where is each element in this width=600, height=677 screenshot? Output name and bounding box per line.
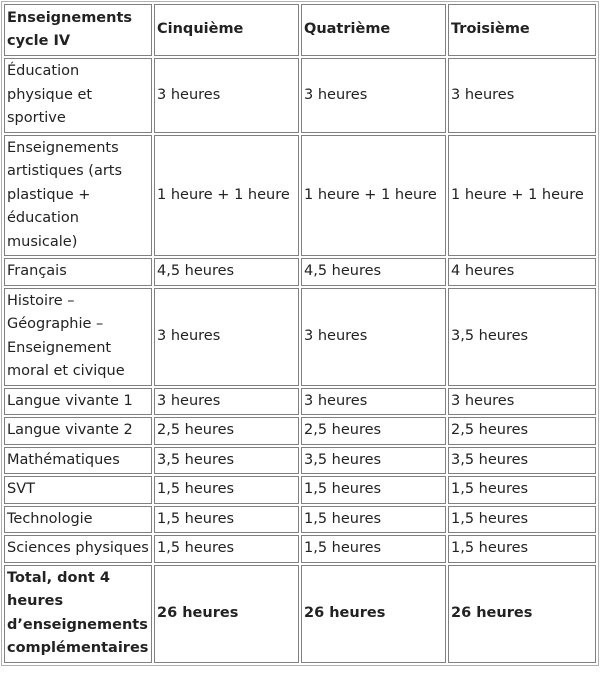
table-row — [4, 135, 596, 257]
subject-cell: Langue vivante 1 — [4, 388, 152, 416]
total-row — [4, 565, 596, 663]
table-row — [4, 417, 596, 445]
hours-cell: 1 heure + 1 heure — [448, 135, 596, 257]
subject-cell: Technologie — [4, 506, 152, 534]
hours-cell: 3 heures — [154, 288, 299, 386]
hours-cell: 1,5 heures — [154, 506, 299, 534]
table-row — [4, 535, 596, 563]
hours-cell: 1 heure + 1 heure — [154, 135, 299, 257]
hours-cell: 3 heures — [301, 388, 446, 416]
header-cell: Enseignements cycle IV — [4, 4, 152, 56]
hours-cell: 3,5 heures — [448, 288, 596, 386]
hours-cell: 1,5 heures — [448, 476, 596, 504]
subject-cell: Histoire – Géographie – Enseignement moral et civique — [4, 288, 152, 386]
hours-cell: 2,5 heures — [448, 417, 596, 445]
total-hours-cell: 26 heures — [154, 565, 299, 663]
total-hours-cell: 26 heures — [448, 565, 596, 663]
table-row — [4, 388, 596, 416]
table-row — [4, 506, 596, 534]
subject-cell: Enseignements artistiques (arts plastique + éducation musicale) — [4, 135, 152, 257]
hours-cell: 4,5 heures — [154, 258, 299, 286]
subject-cell: Sciences physiques — [4, 535, 152, 563]
hours-cell: 3,5 heures — [301, 447, 446, 475]
hours-cell: 1,5 heures — [301, 535, 446, 563]
header-cell: Troisième — [448, 4, 596, 56]
table-row — [4, 288, 596, 386]
hours-cell: 3 heures — [154, 388, 299, 416]
subject-cell: Langue vivante 2 — [4, 417, 152, 445]
timetable — [1, 1, 599, 666]
hours-cell: 1,5 heures — [448, 506, 596, 534]
table-row — [4, 258, 596, 286]
subject-cell: SVT — [4, 476, 152, 504]
table-row — [4, 476, 596, 504]
header-cell: Cinquième — [154, 4, 299, 56]
table-row — [4, 447, 596, 475]
hours-cell: 4 heures — [448, 258, 596, 286]
hours-cell: 4,5 heures — [301, 258, 446, 286]
header-cell: Quatrième — [301, 4, 446, 56]
subject-cell: Éducation physique et sportive — [4, 58, 152, 133]
total-hours-cell: 26 heures — [301, 565, 446, 663]
hours-cell: 3 heures — [301, 58, 446, 133]
hours-cell: 1,5 heures — [154, 476, 299, 504]
hours-cell: 1,5 heures — [301, 506, 446, 534]
total-label-cell: Total, dont 4 heures d’enseignements complémentaires — [4, 565, 152, 663]
hours-cell: 1 heure + 1 heure — [301, 135, 446, 257]
hours-cell: 2,5 heures — [154, 417, 299, 445]
hours-cell: 1,5 heures — [448, 535, 596, 563]
table-row — [4, 58, 596, 133]
hours-cell: 1,5 heures — [301, 476, 446, 504]
hours-cell: 3 heures — [448, 58, 596, 133]
subject-cell: Français — [4, 258, 152, 286]
hours-cell: 2,5 heures — [301, 417, 446, 445]
subject-cell: Mathématiques — [4, 447, 152, 475]
hours-cell: 3 heures — [154, 58, 299, 133]
hours-cell: 3,5 heures — [448, 447, 596, 475]
hours-cell: 3 heures — [448, 388, 596, 416]
hours-cell: 3 heures — [301, 288, 446, 386]
hours-cell: 1,5 heures — [154, 535, 299, 563]
hours-cell: 3,5 heures — [154, 447, 299, 475]
header-row — [4, 4, 596, 56]
